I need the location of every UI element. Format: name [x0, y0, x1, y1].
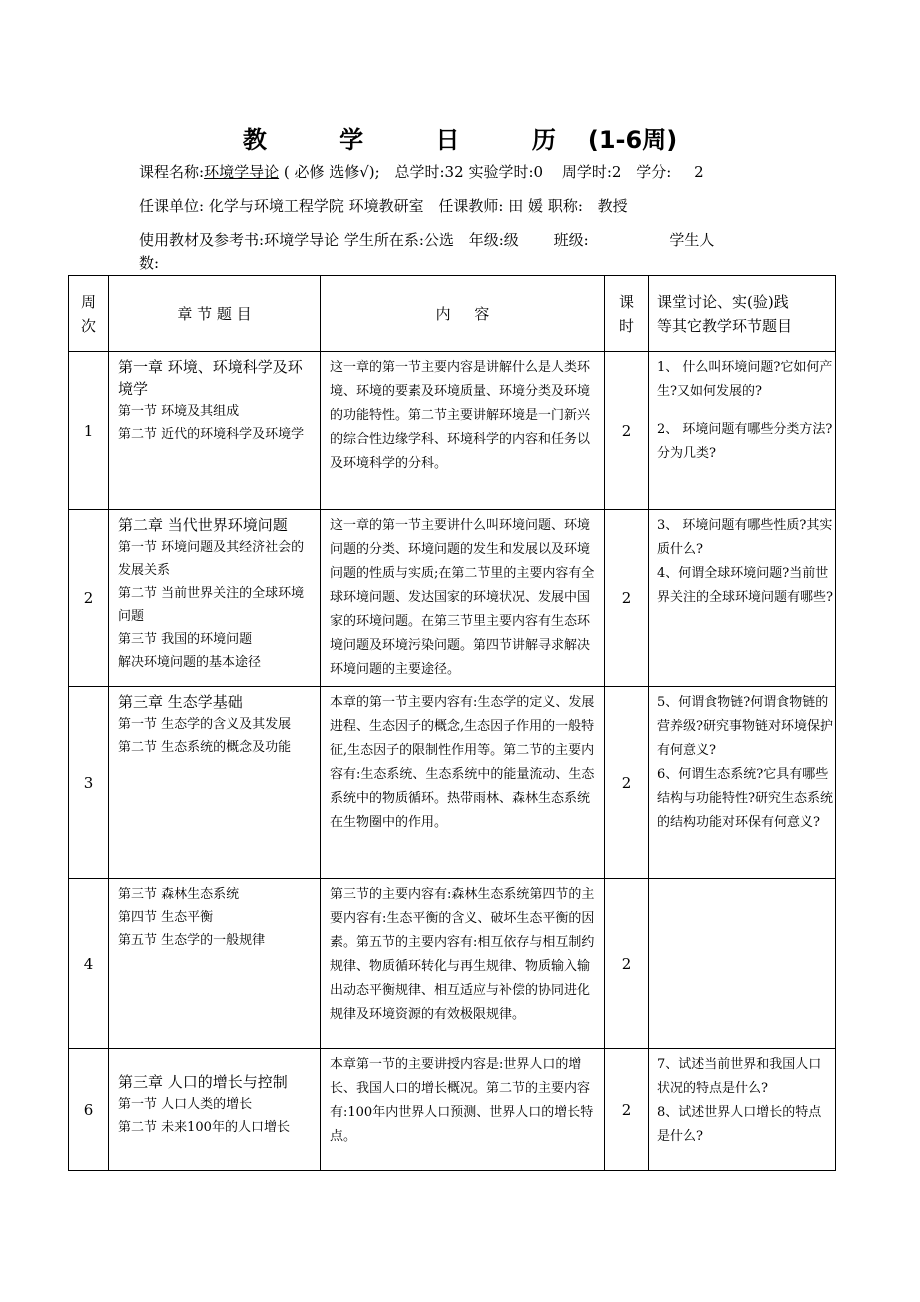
section-item: 第四节 生态平衡 [118, 910, 214, 925]
chapter-title: 第三章 生态学基础 [118, 693, 243, 711]
content-cell: 第三节的主要内容有:森林生态系统第四节的主要内容有:生态平衡的含义、破坏生态平衡的因素。第五节的主要内容有:相互依存与相互制约规律、物质循环转化与再生规律、物质输入输出动态平衡规律、相互适应与补偿的协同进化规律及环境资源的有效极限规律。 [321, 879, 605, 1049]
title-main: 教 学 日 历 [242, 126, 588, 154]
section-item: 第一节 环境及其组成 [118, 404, 240, 419]
grade-label: 年级:级 [468, 231, 519, 249]
chapter-title: 第一章 环境、环境科学及环境学 [118, 358, 303, 398]
unit-value: 化学与环境工程学院 环境教研室 [208, 197, 424, 215]
dept-label: 学生所在系: [343, 231, 424, 249]
students-label-cont: 数: [139, 254, 160, 272]
discussion-item: 7、试述当前世界和我国人口状况的特点是什么? [657, 1057, 822, 1096]
hours-cell: 2 [605, 352, 649, 510]
teacher-value: 田 媛 [508, 197, 544, 215]
table-header-row [69, 276, 836, 352]
discussion-cell [649, 687, 836, 879]
week-cell: 6 [69, 1049, 109, 1171]
week-cell: 1 [69, 352, 109, 510]
dept-value: 公选 [423, 231, 454, 249]
total-hours: 总学时:32 [394, 163, 464, 181]
chapter-cell [109, 687, 321, 879]
content-cell: 本章第一节的主要讲授内容是:世界人口的增长、我国人口的增长概况。第二节的主要内容有:100年内世界人口预测、世界人口的增长特点。 [321, 1049, 605, 1171]
chapter-cell [109, 879, 321, 1049]
chapter-cell [109, 510, 321, 687]
table-row [69, 879, 836, 1049]
section-item: 第三节 我国的环境问题 [118, 632, 253, 647]
section-item: 第二节 未来100年的人口增长 [118, 1120, 290, 1135]
section-item: 第二节 当前世界关注的全球环境问题 [118, 586, 305, 624]
materials-info-line-2 [139, 253, 159, 273]
materials-info-line [139, 230, 714, 250]
discussion-cell [649, 1049, 836, 1171]
credits-label: 学分: [636, 163, 672, 181]
rank-label: 职称: [547, 197, 583, 215]
rank-value: 教授 [597, 197, 628, 215]
teacher-label: 任课教师: [438, 197, 504, 215]
chapter-title: 第二章 当代世界环境问题 [118, 516, 288, 534]
discussion-item: 1、 什么叫环境问题?它如何产生?又如何发展的? [657, 360, 833, 399]
section-item: 解决环境问题的基本途径 [118, 655, 262, 670]
course-type: ( 必修 选修√); [283, 163, 380, 181]
discussion-cell [649, 879, 836, 1049]
section-item: 第二节 近代的环境科学及环境学 [118, 427, 305, 442]
section-item: 第三节 森林生态系统 [118, 887, 240, 902]
discussion-item: 3、 环境问题有哪些性质?其实质什么? [657, 518, 833, 557]
discussion-item: 4、何谓全球环境问题?当前世界关注的全球环境问题有哪些? [657, 566, 833, 605]
hours-cell: 2 [605, 687, 649, 879]
discussion-item: 6、何谓生态系统?它具有哪些结构与功能特性?研究生态系统的结构功能对环保有何意义? [657, 767, 833, 830]
table-row [69, 1049, 836, 1171]
hours-cell: 2 [605, 1049, 649, 1171]
header-chapter: 章 节 题 目 [109, 276, 321, 352]
discussion-cell [649, 352, 836, 510]
header-discussion: 课堂讨论、实(验)践 等其它教学环节题目 [649, 276, 836, 352]
content-cell: 本章的第一节主要内容有:生态学的定义、发展进程、生态因子的概念,生态因子作用的一般特征,生态因子的限制性作用等。第二节的主要内容有:生态系统、生态系统中的能量流动、生态系统中的物质循环。热带雨林、森林生态系统在生物圈中的作用。 [321, 687, 605, 879]
table-row [69, 510, 836, 687]
content-cell: 这一章的第一节主要内容是讲解什么是人类环境、环境的要素及环境质量、环境分类及环境的功能特性。第二节主要讲解环境是一门新兴的综合性边缘学科、环境科学的内容和任务以及环境科学的分科。 [321, 352, 605, 510]
hours-cell: 2 [605, 879, 649, 1049]
course-label: 课程名称: [139, 163, 205, 181]
books-value: 环境学导论 [264, 231, 340, 249]
hours-cell: 2 [605, 510, 649, 687]
lab-hours: 实验学时:0 [468, 163, 544, 181]
students-label: 学生人 [669, 231, 715, 249]
title-suffix: (1-6周) [587, 126, 678, 154]
section-item: 第一节 生态学的含义及其发展 [118, 717, 292, 732]
class-label: 班级: [553, 231, 589, 249]
teaching-calendar-table [68, 275, 836, 1171]
books-label: 使用教材及参考书: [139, 231, 265, 249]
discussion-cell [649, 510, 836, 687]
section-item: 第一节 环境问题及其经济社会的发展关系 [118, 540, 305, 578]
weekly-hours: 周学时:2 [561, 163, 622, 181]
header-hours: 课 时 [605, 276, 649, 352]
header-week: 周 次 [69, 276, 109, 352]
chapter-cell [109, 352, 321, 510]
course-info-line [139, 162, 704, 182]
credits-value: 2 [694, 163, 704, 181]
unit-info-line [139, 196, 628, 216]
page-title [0, 120, 920, 155]
section-item: 第二节 生态系统的概念及功能 [118, 740, 292, 755]
discussion-item: 8、试述世界人口增长的特点是什么? [657, 1105, 822, 1144]
chapter-cell [109, 1049, 321, 1171]
table-row [69, 687, 836, 879]
week-cell: 2 [69, 510, 109, 687]
discussion-item: 2、 环境问题有哪些分类方法?分为几类? [657, 422, 833, 461]
section-item: 第一节 人口人类的增长 [118, 1097, 253, 1112]
discussion-item: 5、何谓食物链?何谓食物链的营养级?研究事物链对环境保护有何意义? [657, 695, 833, 758]
week-cell: 4 [69, 879, 109, 1049]
header-content: 内 容 [321, 276, 605, 352]
course-name: 环境学导论 [204, 163, 280, 181]
unit-label: 任课单位: [139, 197, 205, 215]
week-cell: 3 [69, 687, 109, 879]
section-item: 第五节 生态学的一般规律 [118, 933, 266, 948]
table-row [69, 352, 836, 510]
content-cell: 这一章的第一节主要讲什么叫环境问题、环境问题的分类、环境问题的发生和发展以及环境问题的性质与实质;在第二节里的主要内容有全球环境问题、发达国家的环境状况、发展中国家的环境问题。在第三节里主要内容有生态环境问题及环境污染问题。第四节讲解寻求解决环境问题的主要途径。 [321, 510, 605, 687]
chapter-title: 第三章 人口的增长与控制 [118, 1073, 288, 1091]
